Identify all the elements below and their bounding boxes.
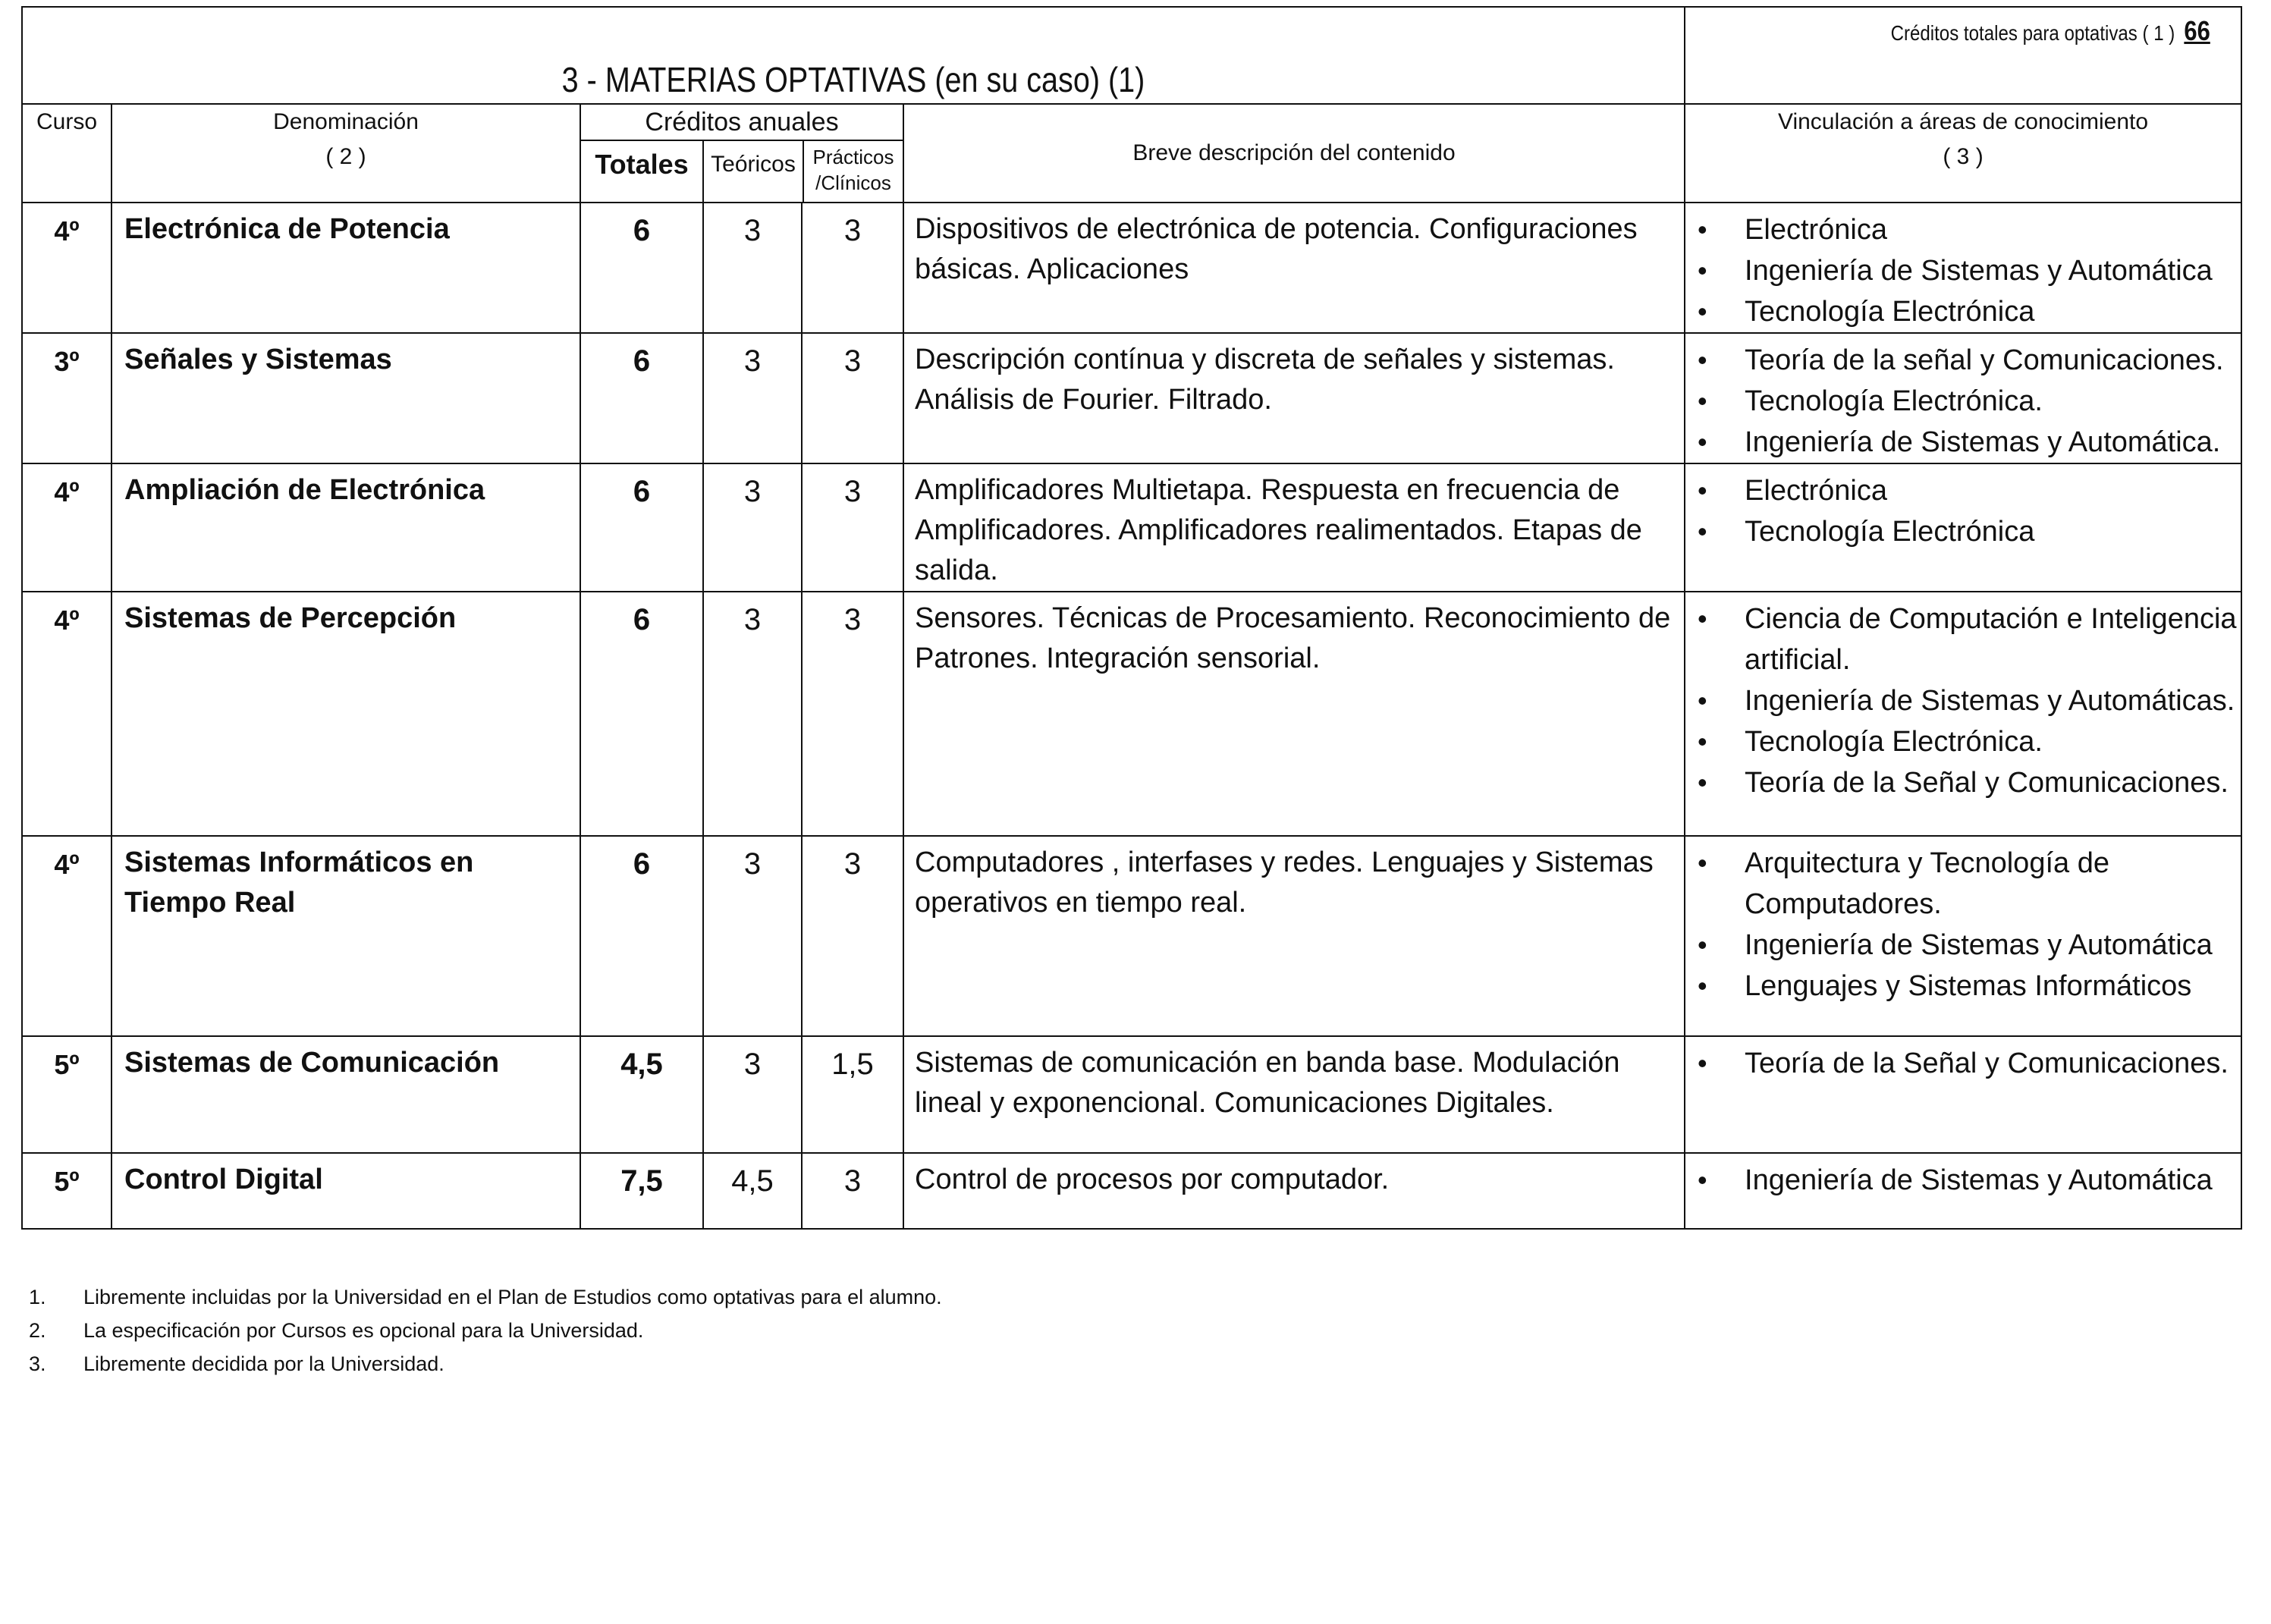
header-totales: Totales	[581, 141, 704, 202]
table-row	[22, 203, 2241, 333]
footnote	[29, 1347, 942, 1381]
practicos-cell: 1,5	[802, 1036, 903, 1153]
curso-cell: 4º	[22, 836, 112, 1036]
header-vinculacion	[1685, 104, 2241, 203]
header-descripcion	[903, 104, 1685, 203]
denominacion-cell: Control Digital	[112, 1153, 580, 1229]
totales-cell: 7,5	[580, 1153, 703, 1229]
totales-cell: 6	[580, 333, 703, 463]
denominacion-cell: Sistemas de Percepción	[112, 592, 580, 836]
teoricos-cell: 3	[703, 592, 802, 836]
area-item: • Tecnología Electrónica	[1745, 511, 2241, 552]
denominacion-cell: Sistemas de Comunicación	[112, 1036, 580, 1153]
header-creditos-anuales: Créditos anuales	[581, 105, 903, 141]
header-vinculacion-label: Vinculación a áreas de conocimiento	[1777, 109, 2149, 134]
title-cell	[22, 7, 1685, 104]
area-item: • Ciencia de Computación e Inteligencia artificial.	[1745, 598, 2241, 680]
header-denominacion	[112, 104, 580, 203]
teoricos-cell: 3	[703, 333, 802, 463]
descripcion-cell: Amplificadores Multietapa. Respuesta en frecuencia de Amplificadores. Amplificadores realimentados. Etapas de salida.	[903, 463, 1685, 592]
teoricos-cell: 3	[703, 836, 802, 1036]
area-item: • Teoría de la señal y Comunicaciones.	[1745, 340, 2241, 381]
areas-cell	[1685, 1153, 2241, 1229]
footnote	[29, 1280, 942, 1314]
descripcion-cell: Sistemas de comunicación en banda base. Modulación lineal y exponencional. Comunicaciones Digitales.	[903, 1036, 1685, 1153]
page-title: 3 - MATERIAS OPTATIVAS (en su caso) (1)	[561, 60, 1145, 99]
table-row	[22, 836, 2241, 1036]
footnote	[29, 1314, 942, 1347]
header-practicos	[804, 141, 903, 202]
practicos-cell: 3	[802, 203, 903, 333]
footnote-text: Libremente incluidas por la Universidad en el Plan de Estudios como optativas para el alumno.	[83, 1286, 942, 1308]
practicos-cell: 3	[802, 333, 903, 463]
header-curso-label: Curso	[36, 109, 98, 134]
descripcion-cell: Descripción contínua y discreta de señales y sistemas. Análisis de Fourier. Filtrado.	[903, 333, 1685, 463]
area-item: • Teoría de la Señal y Comunicaciones.	[1745, 762, 2241, 803]
practicos-cell: 3	[802, 463, 903, 592]
credits-total-label: Créditos totales para optativas ( 1 )	[1890, 21, 2175, 45]
footnote-number: 3.	[29, 1352, 46, 1375]
area-item: • Lenguajes y Sistemas Informáticos	[1745, 966, 2241, 1007]
table-row	[22, 333, 2241, 463]
header-curso	[22, 104, 112, 203]
header-practicos-label: Prácticos	[812, 146, 894, 168]
table-row	[22, 1036, 2241, 1153]
area-item: • Teoría de la Señal y Comunicaciones.	[1745, 1043, 2241, 1084]
curso-cell: 5º	[22, 1036, 112, 1153]
areas-cell	[1685, 463, 2241, 592]
area-item: • Arquitectura y Tecnología de Computadores.	[1745, 843, 2241, 925]
totales-cell: 6	[580, 592, 703, 836]
area-item: • Ingeniería de Sistemas y Automática	[1745, 925, 2241, 966]
teoricos-cell: 3	[703, 463, 802, 592]
table-row	[22, 592, 2241, 836]
descripcion-cell: Sensores. Técnicas de Procesamiento. Reconocimiento de Patrones. Integración sensorial.	[903, 592, 1685, 836]
footnotes	[29, 1280, 942, 1381]
denominacion-cell: Señales y Sistemas	[112, 333, 580, 463]
totales-cell: 6	[580, 836, 703, 1036]
denominacion-cell: Electrónica de Potencia	[112, 203, 580, 333]
curso-cell: 3º	[22, 333, 112, 463]
area-item: • Electrónica	[1745, 209, 2241, 250]
totales-cell: 4,5	[580, 1036, 703, 1153]
title-row	[22, 7, 2241, 104]
area-item: • Tecnología Electrónica	[1745, 291, 2241, 332]
credits-total-cell	[1685, 7, 2241, 104]
descripcion-cell: Computadores , interfases y redes. Lenguajes y Sistemas operativos en tiempo real.	[903, 836, 1685, 1036]
curso-cell: 4º	[22, 203, 112, 333]
optional-subjects-table	[21, 6, 2242, 1230]
credits-total-value: 66	[2184, 15, 2211, 46]
teoricos-cell: 3	[703, 203, 802, 333]
optional-subjects-table-container	[21, 6, 2241, 1230]
header-descripcion-label: Breve descripción del contenido	[1132, 140, 1456, 165]
practicos-cell: 3	[802, 1153, 903, 1229]
table-row	[22, 1153, 2241, 1229]
header-denominacion-ref: ( 2 )	[325, 144, 366, 169]
areas-cell	[1685, 592, 2241, 836]
footnote-text: La especificación por Cursos es opcional para la Universidad.	[83, 1319, 644, 1342]
curso-cell: 4º	[22, 463, 112, 592]
column-header-row	[22, 104, 2241, 203]
footnote-text: Libremente decidida por la Universidad.	[83, 1352, 444, 1375]
header-creditos	[580, 104, 903, 203]
area-item: • Ingeniería de Sistemas y Automática	[1745, 1160, 2241, 1201]
area-item: • Tecnología Electrónica.	[1745, 721, 2241, 762]
denominacion-cell: Sistemas Informáticos en Tiempo Real	[112, 836, 580, 1036]
areas-cell	[1685, 836, 2241, 1036]
descripcion-cell: Dispositivos de electrónica de potencia. Configuraciones básicas. Aplicaciones	[903, 203, 1685, 333]
practicos-cell: 3	[802, 836, 903, 1036]
curso-cell: 5º	[22, 1153, 112, 1229]
teoricos-cell: 3	[703, 1036, 802, 1153]
areas-cell	[1685, 1036, 2241, 1153]
totales-cell: 6	[580, 463, 703, 592]
header-vinculacion-ref: ( 3 )	[1943, 144, 1984, 169]
area-item: • Ingeniería de Sistemas y Automáticas.	[1745, 680, 2241, 721]
teoricos-cell: 4,5	[703, 1153, 802, 1229]
area-item: • Electrónica	[1745, 470, 2241, 511]
area-item: • Ingeniería de Sistemas y Automática.	[1745, 422, 2241, 463]
header-clinicos-label: /Clínicos	[815, 171, 891, 194]
denominacion-cell: Ampliación de Electrónica	[112, 463, 580, 592]
curso-cell: 4º	[22, 592, 112, 836]
descripcion-cell: Control de procesos por computador.	[903, 1153, 1685, 1229]
footnote-number: 1.	[29, 1286, 46, 1308]
areas-cell	[1685, 333, 2241, 463]
header-teoricos: Teóricos	[704, 141, 804, 202]
header-denominacion-label: Denominación	[273, 109, 419, 134]
area-item: • Tecnología Electrónica.	[1745, 381, 2241, 422]
totales-cell: 6	[580, 203, 703, 333]
areas-cell	[1685, 203, 2241, 333]
footnote-number: 2.	[29, 1319, 46, 1342]
area-item: • Ingeniería de Sistemas y Automática	[1745, 250, 2241, 291]
practicos-cell: 3	[802, 592, 903, 836]
table-row	[22, 463, 2241, 592]
